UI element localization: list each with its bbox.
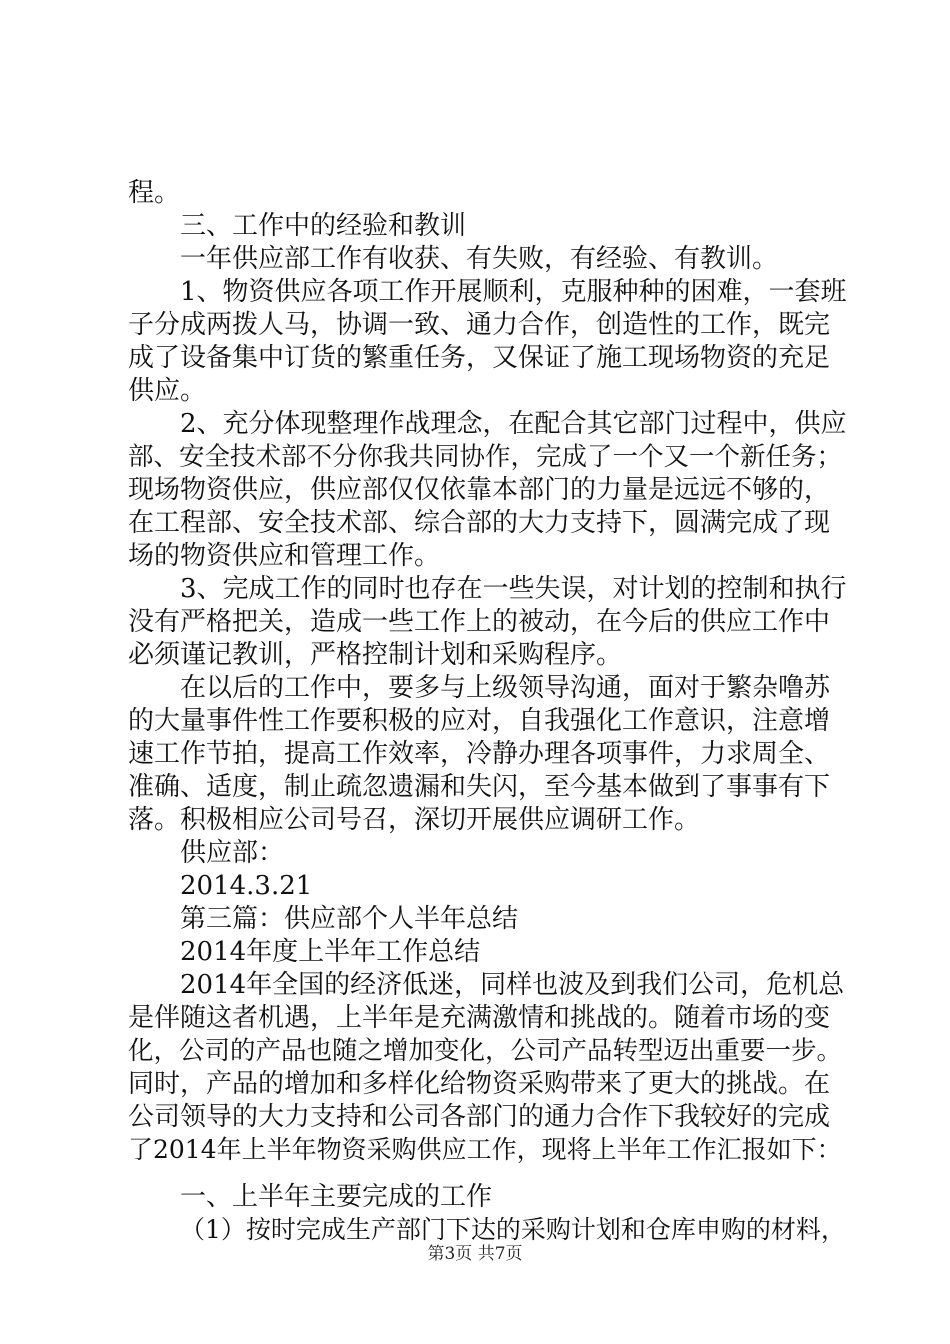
text-line: 3、完成工作的同时也存在一些失误，对计划的控制和执行 <box>180 574 847 604</box>
text-line: 了2014年上半年物资采购供应工作，现将上半年工作汇报如下： <box>128 1135 842 1164</box>
text-line: 2014年全国的经济低迷，同样也波及到我们公司，危机总 <box>180 970 845 1000</box>
text-line: 在工程部、安全技术部、综合部的大力支持下，圆满完成了现 <box>128 508 831 538</box>
text-line: 场的物资供应和管理工作。 <box>128 541 441 571</box>
signature-date: 2014.3.21 <box>180 871 313 901</box>
text-line: 成了设备集中订货的繁重任务，又保证了施工现场物资的充足 <box>128 343 831 373</box>
text-line: 子分成两拨人马，协调一致、通力合作，创造性的工作，既完 <box>128 310 831 340</box>
signature-department: 供应部： <box>180 838 285 868</box>
text-line: 准确、适度，制止疏忽遗漏和失闪，至今基本做到了事事有下 <box>128 772 831 802</box>
text-line: 是伴随这者机遇，上半年是充满激情和挑战的。随着市场的变 <box>128 1003 831 1033</box>
text-line: 速工作节拍，提高工作效率，冷静办理各项事件，力求周全、 <box>128 739 831 769</box>
document-title: 2014年度上半年工作总结 <box>180 937 481 967</box>
text-line: 落。积极相应公司号召，深切开展供应调研工作。 <box>128 805 701 835</box>
text-line: 公司领导的大力支持和公司各部门的通力合作下我较好的完成 <box>128 1102 831 1132</box>
text-line: 供应。 <box>128 376 207 406</box>
text-line: 在以后的工作中，要多与上级领导沟通，面对于繁杂噜苏 <box>180 673 831 703</box>
text-line: 1、物资供应各项工作开展顺利，克服种种的困难，一套班 <box>180 277 847 307</box>
text-line: 现场物资供应，供应部仅仅依靠本部门的力量是远远不够的， <box>128 475 831 505</box>
text-line: 化，公司的产品也随之增加变化，公司产品转型迈出重要一步。 <box>128 1036 843 1066</box>
text-line: 部、安全技术部不分你我共同协作，完成了一个又一个新任务； <box>128 442 843 472</box>
page-number-footer: 第3页 共7页 <box>427 1244 523 1264</box>
text-line: 的大量事件性工作要积极的应对，自我强化工作意识，注意增 <box>128 706 831 736</box>
section-heading: 三、工作中的经验和教训 <box>180 211 467 241</box>
text-line: 没有严格把关，造成一些工作上的被动，在今后的供应工作中 <box>128 607 831 637</box>
text-line: 必须谨记教训，严格控制计划和采购程序。 <box>128 640 623 670</box>
text-line: （1）按时完成生产部门下达的采购计划和仓库申购的材料， <box>180 1215 846 1244</box>
text-line: 同时，产品的增加和多样化给物资采购带来了更大的挑战。在 <box>128 1069 831 1099</box>
text-line: 程。 <box>128 178 181 208</box>
text-line: 一年供应部工作有收获、有失败，有经验、有教训。 <box>180 244 779 274</box>
text-line: 2、充分体现整理作战理念，在配合其它部门过程中，供应 <box>180 409 847 439</box>
chapter-heading: 第三篇：供应部个人半年总结 <box>180 904 519 934</box>
section-heading: 一、上半年主要完成的工作 <box>180 1182 493 1212</box>
